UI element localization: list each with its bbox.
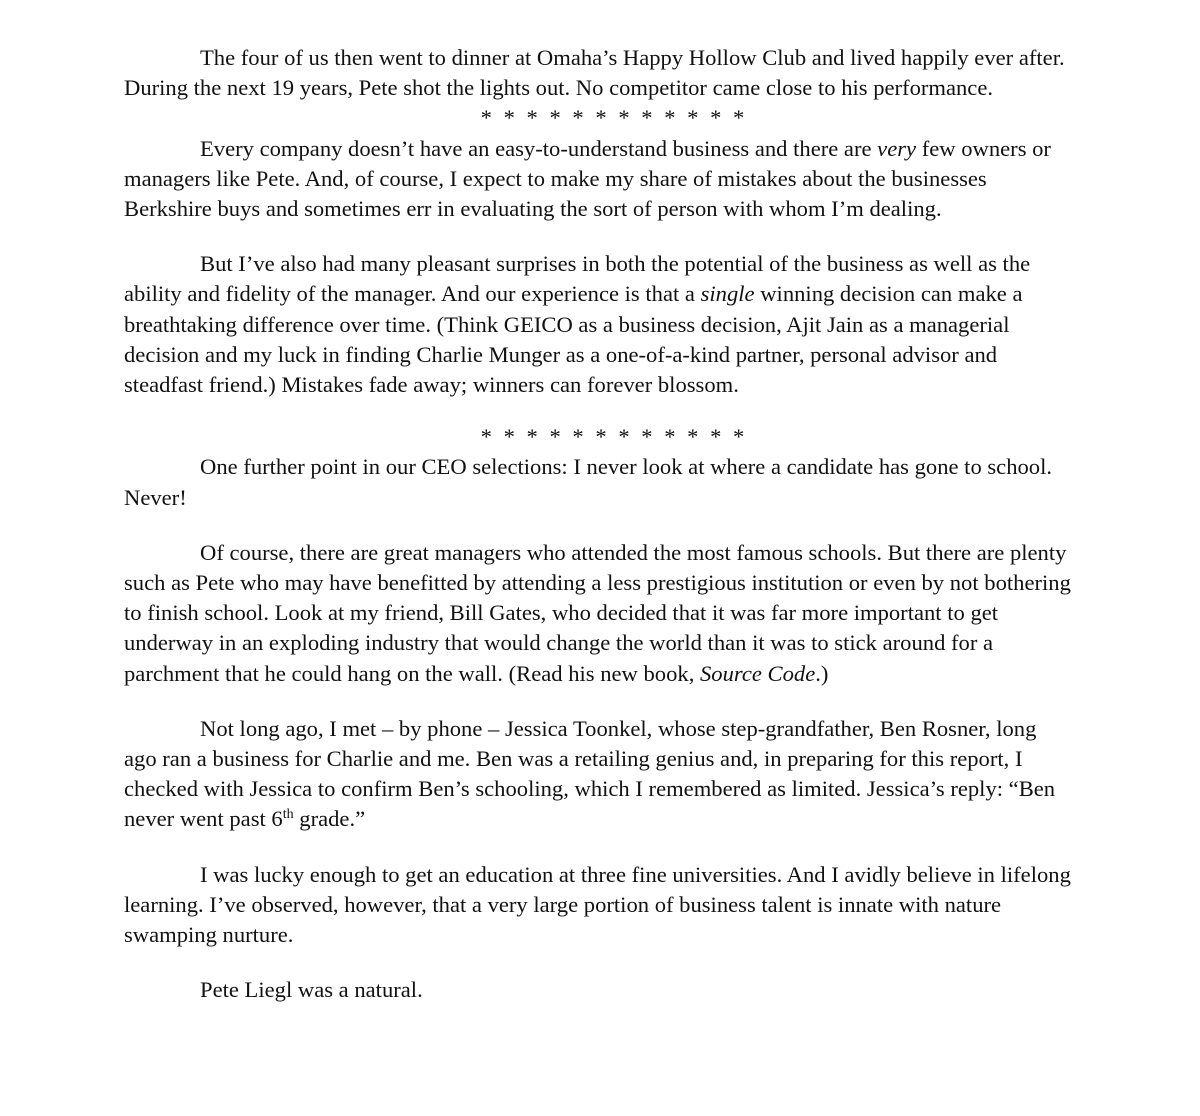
paragraph-famous-schools bbox=[124, 538, 1074, 689]
section-divider: * * * * * * * * * * * * bbox=[480, 424, 748, 450]
paragraph-pete-liegl bbox=[124, 975, 1074, 1005]
book-title: Source Code bbox=[700, 660, 816, 686]
emphasis-text: single bbox=[700, 281, 755, 307]
paragraph-text: Pete Liegl was a natural. bbox=[200, 977, 423, 1003]
paragraph-text: grade.” bbox=[293, 806, 366, 832]
paragraph-text: But I’ve also had many pleasant surprises in both the potential of the business as well as the ability and fidelity of the manager. And our experience is that a bbox=[124, 251, 1031, 307]
paragraph-pleasant-surprises bbox=[124, 249, 1074, 400]
paragraph-text: Every company doesn’t have an easy-to-understand business and there are bbox=[200, 135, 878, 161]
emphasis-text: very bbox=[877, 135, 917, 161]
paragraph-text: I was lucky enough to get an education at three fine universities. And I avidly believe in lifelong learning. I’ve observed, however, that a very large portion of business talent is innate with nature swamping nurture. bbox=[124, 861, 1071, 948]
paragraph-text: Of course, there are great managers who attended the most famous schools. But there are plenty such as Pete who may have benefitted by attending a less prestigious institution or even by not bothering to finish school. Look at my friend, Bill Gates, who decided that it was far more important to get underway in an exploding industry that would change the world than it was to stick around for a parchment that he could hang on the wall. (Read his new book, bbox=[124, 539, 1071, 686]
letter-text bbox=[124, 43, 1074, 1005]
section-divider: * * * * * * * * * * * * bbox=[480, 105, 748, 131]
paragraph-education bbox=[124, 860, 1074, 951]
paragraph-dinner bbox=[124, 43, 1074, 103]
paragraph-text: winning decision can make a breathtaking difference over time. (Think GEICO as a business decision, Ajit Jain as a managerial decision and my luck in finding Charlie Munger as a one-of-a-kind partner, personal advisor and steadfast friend.) Mistakes fade away; winners can forever blossom. bbox=[124, 281, 1023, 398]
ordinal-superscript: th bbox=[282, 807, 294, 823]
paragraph-text: .) bbox=[815, 660, 829, 686]
paragraph-text: few owners or managers like Pete. And, of course, I expect to make my share of mistakes about the businesses Berkshire buys and sometimes err in evaluating the sort of person with whom I’m dealing. bbox=[124, 135, 1051, 222]
paragraph-easy-business bbox=[124, 134, 1074, 225]
paragraph-text: The four of us then went to dinner at Omaha’s Happy Hollow Club and lived happily ever after. During the next 19 years, Pete shot the lights out. No competitor came close to his performance. bbox=[124, 45, 1065, 101]
paragraph-text: One further point in our CEO selections: I never look at where a candidate has gone to school. Never! bbox=[124, 454, 1053, 510]
paragraph-ceo-selections bbox=[124, 452, 1074, 512]
paragraph-jessica-toonkel bbox=[124, 714, 1074, 835]
paragraph-text: Not long ago, I met – by phone – Jessica Toonkel, whose step-grandfather, Ben Rosner, long ago ran a business for Charlie and me. Ben was a retailing genius and, in preparing for this report, I checked with Jessica to confirm Ben’s schooling, which I remembered as limited. Jessica’s reply: “Ben never went past 6 bbox=[124, 715, 1056, 832]
